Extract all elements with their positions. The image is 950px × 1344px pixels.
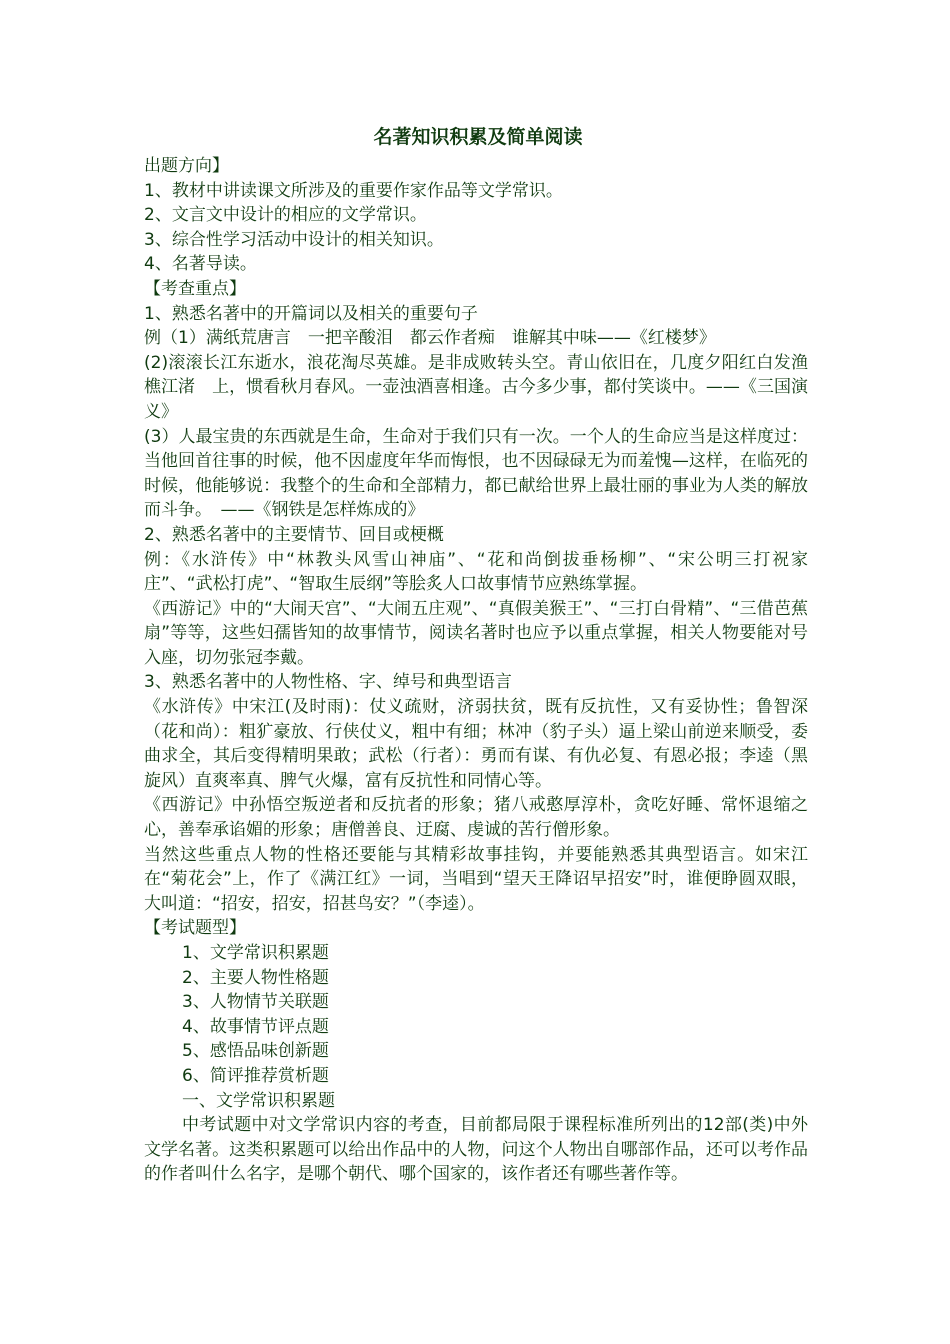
body-paragraph: 《西游记》中的“大闹天宫”、“大闹五庄观”、“真假美猴王”、“三打白骨精”、“三借芭蕉扇”等等，这些妇孺皆知的故事情节，阅读名著时也应予以重点掌握，相关人物要能对号入座，切勿张冠李戴。 [144, 598, 808, 668]
document-page [144, 120, 808, 1187]
body-paragraph: 中考试题中对文学常识内容的考查，目前都局限于课程标准所列出的12部(类)中外文学名著。这类积累题可以给出作品中的人物，问这个人物出自哪部作品，还可以考作品的作者叫什么名字，是哪个朝代、哪个国家的，该作者还有哪些著作等。 [144, 1115, 808, 1185]
direction-item: 1、教材中讲读课文所涉及的重要作家作品等文学常识。 [144, 180, 563, 201]
question-type-item: 4、故事情节评点题 [182, 1016, 329, 1037]
section-heading-direction: 出题方向】 [144, 156, 229, 176]
document-title: 名著知识积累及简单阅读 [373, 126, 583, 148]
question-type-item: 3、人物情节关联题 [182, 992, 329, 1013]
subsection-heading: 一、文学常识积累题 [182, 1090, 335, 1111]
direction-item: 2、文言文中设计的相应的文学常识。 [144, 205, 427, 226]
direction-item: 3、综合性学习活动中设计的相关知识。 [144, 229, 444, 250]
focus-point-title: 1、熟悉名著中的开篇词以及相关的重要句子 [144, 303, 478, 324]
example-paragraph: (2)滚滚长江东逝水，浪花淘尽英雄。是非成败转头空。青山依旧在，几度夕阳红白发渔樵江渚 上，惯看秋月春风。一壶浊酒喜相逢。古今多少事，都付笑谈中。——《三国演义》 [144, 352, 808, 422]
body-paragraph: 《西游记》中孙悟空叛逆者和反抗者的形象；猪八戒憨厚淳朴，贪吃好睡、常怀退缩之心，善奉承谄媚的形象；唐僧善良、迂腐、虔诚的苦行僧形象。 [144, 795, 808, 841]
question-type-item: 6、简评推荐赏析题 [182, 1065, 329, 1086]
focus-point-title: 3、熟悉名著中的人物性格、字、绰号和典型语言 [144, 672, 512, 693]
body-paragraph: 《水浒传》中宋江(及时雨)：仗义疏财，济弱扶贫，既有反抗性，又有妥协性；鲁智深（花和尚）：粗犷豪放、行侠仗义，粗中有细；林冲（豹子头）逼上梁山前逆来顺受，委曲求全，其后变得精明果敢；武松（行者）：勇而有谋、有仇必复、有恩必报；李逵（黑旋风）直爽率真、脾气火爆，富有反抗性和同情心等。 [144, 697, 808, 791]
focus-point-title: 2、熟悉名著中的主要情节、回目或梗概 [144, 524, 444, 545]
question-type-item: 2、主要人物性格题 [182, 967, 329, 988]
question-type-item: 1、文学常识积累题 [182, 943, 329, 963]
example-paragraph: (3）人最宝贵的东西就是生命，生命对于我们只有一次。一个人的生命应当是这样度过：当他回首往事的时候，他不因虚度年华而悔恨，也不因碌碌无为而羞愧—这样，在临死的时候，他能够说：我整个的生命和全部精力，都已献给世界上最壮丽的事业为人类的解放而斗争。 ——《钢铁是怎样炼成的》 [144, 426, 808, 521]
example-paragraph: 例（1）满纸荒唐言 一把辛酸泪 都云作者痴 谁解其中味——《红楼梦》 [144, 328, 716, 349]
direction-item: 4、名著导读。 [144, 254, 257, 275]
section-heading-focus: 【考查重点】 [144, 278, 246, 299]
question-type-item: 5、感悟品味创新题 [182, 1041, 329, 1062]
section-heading-types: 【考试题型】 [144, 918, 246, 939]
body-paragraph: 当然这些重点人物的性格还要能与其精彩故事挂钩，并要能熟悉其典型语言。如宋江在“菊花会”上，作了《满江红》一词，当唱到“望天王降诏早招安”时，谁便睁圆双眼，大叫道：“招安，招安，招甚鸟安？”（李逵）。 [144, 844, 808, 914]
body-paragraph: 例：《水浒传》中“林教头风雪山神庙”、“花和尚倒拔垂杨柳”、“宋公明三打祝家庄”、“武松打虎”、“智取生辰纲”等脍炙人口故事情节应熟练掌握。 [144, 549, 808, 595]
